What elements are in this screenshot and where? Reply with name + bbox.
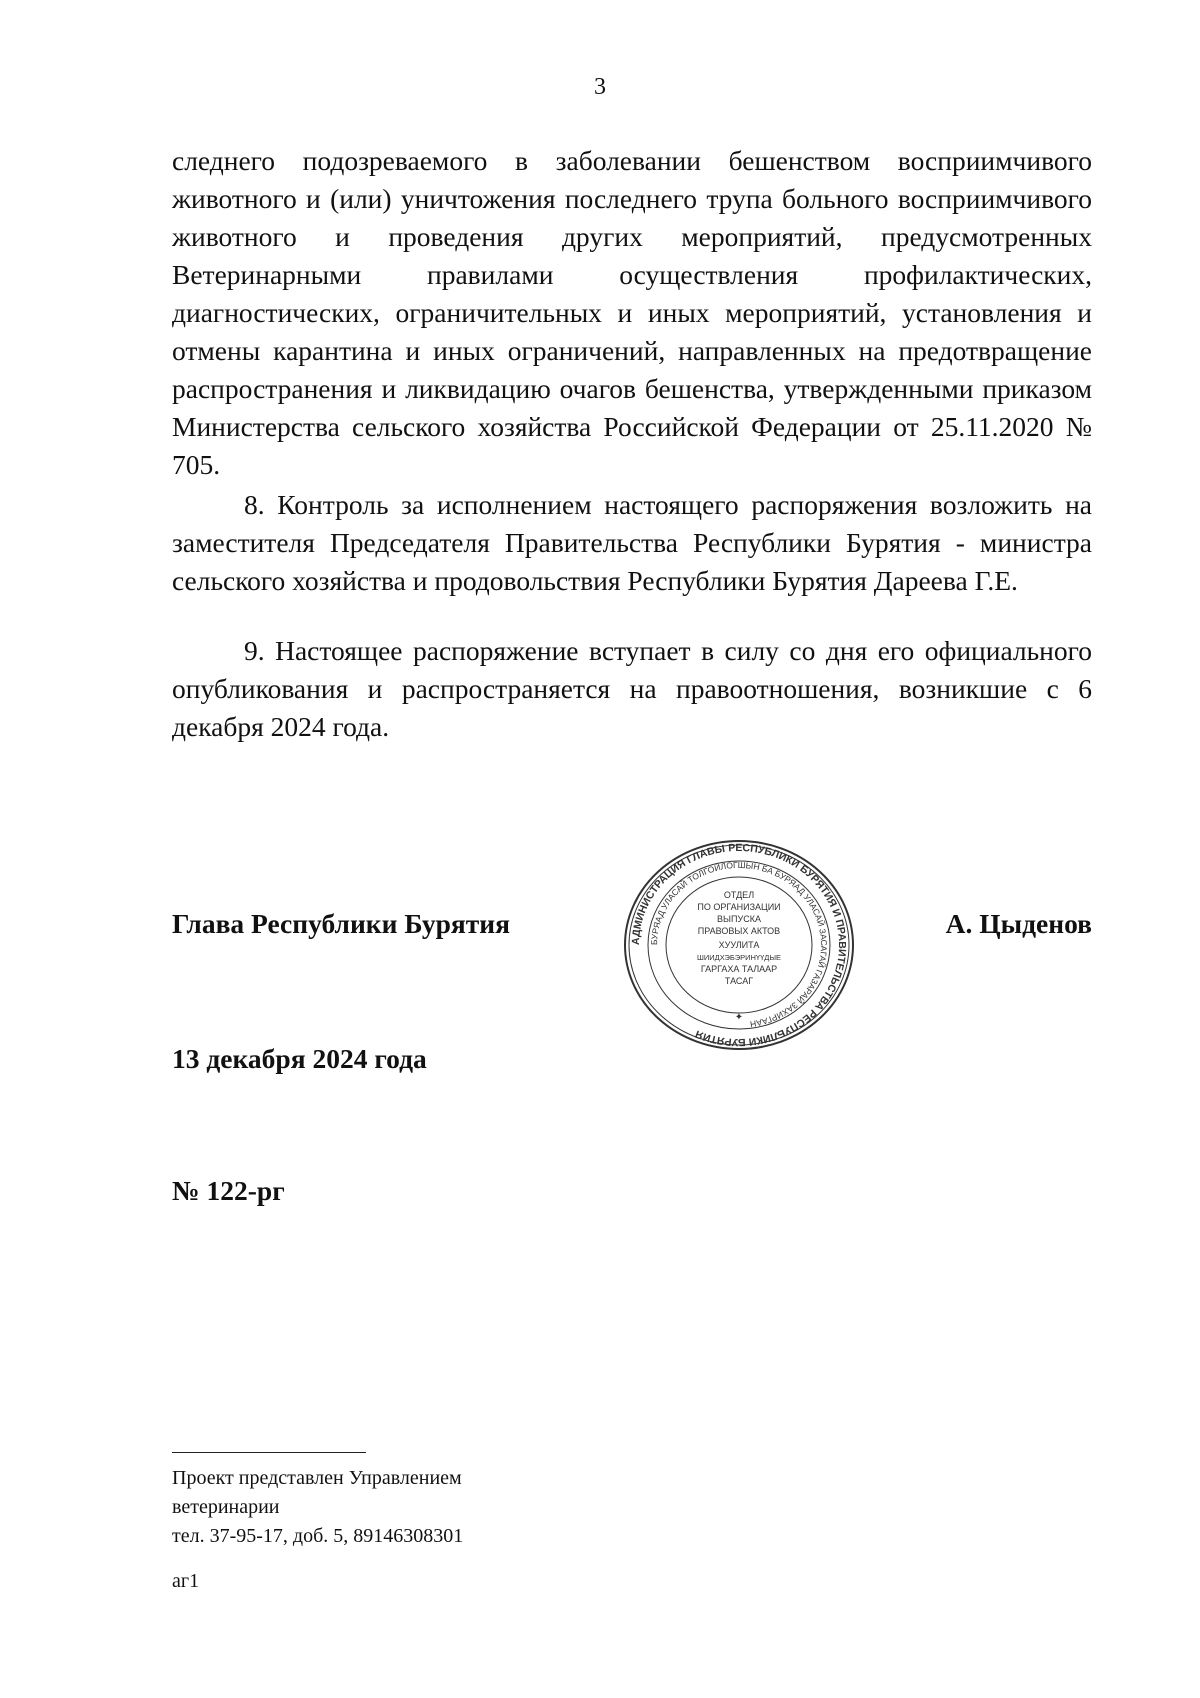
- footnote-line: тел. 37-95-17, доб. 5, 89146308301: [172, 1525, 464, 1547]
- paragraph-continuation: следнего подозреваемого в заболевании бешенством восприимчивого животного и (или) уничтожения последнего трупа больного восприимчивого животного и проведения других мероприятий, предусмотренных Ветеринарными правилами осуществления профилактических, диагностических, ограничительных и иных мероприятий, установления и отмены карантина и иных ограничений, направленных на предотвращение распространения и ликвидацию очагов бешенства, утвержденными приказом Министерства сельского хозяйства Российской Федерации от 25.11.2020 № 705.: [172, 145, 1092, 480]
- document-date: 13 декабря 2024 года: [172, 1043, 427, 1074]
- signatory-title: Глава Республики Бурятия: [172, 908, 511, 939]
- page-number: 3: [594, 74, 606, 100]
- seal-center-line: ТАСАГ: [724, 976, 754, 986]
- seal-center-line: ВЫПУСКА: [717, 914, 761, 924]
- seal-center-line: ПО ОРГАНИЗАЦИИ: [697, 902, 781, 912]
- seal-center-line: ПРАВОВЫХ АКТОВ: [697, 926, 781, 936]
- seal-outer-text: АДМИНИСТРАЦИЯ ГЛАВЫ РЕСПУБЛИКИ БУРЯТИЯ И ПРАВИТЕЛЬСТВА РЕСПУБЛИКИ БУРЯТИЯ: [629, 841, 849, 1049]
- official-seal: [622, 838, 856, 1052]
- seal-center-line: ОТДЕЛ: [723, 890, 755, 900]
- seal-center-line: ШИИДХЭБЭРИНҮҮДЫЕ: [697, 953, 781, 962]
- footnote-line: ветеринарии: [172, 1496, 280, 1518]
- seal-inner-text: БУРЯАД УЛАСАЙ ТОЛГОЙЛОГШЫН БА БУРЯАД УЛАСАЙ ЗАСАГАЙ ГАЗАРАЙ ЗАХИРГААН: [648, 859, 830, 1030]
- signatory-name: А. Цыденов: [945, 908, 1092, 939]
- seal-center-line: ГАРГАХА ТАЛААР: [700, 964, 778, 974]
- author-initials: аг1: [172, 1570, 200, 1592]
- document-number: № 122-рг: [172, 1175, 285, 1206]
- footnote-line: Проект представлен Управлением: [172, 1467, 462, 1489]
- paragraph-item-9: 9. Настоящее распоряжение вступает в силу со дня его официального опубликования и распространяется на правоотношения, возникшие с 6 декабря 2024 года.: [172, 635, 1092, 742]
- footnote-divider: [172, 1452, 366, 1453]
- paragraph-item-8: 8. Контроль за исполнением настоящего распоряжения возложить на заместителя Председателя Правительства Республики Бурятия - министра сельского хозяйства и продовольствия Республики Бурятия Дареева Г.Е.: [172, 489, 1092, 596]
- seal-center-line: ХУУЛИТА: [718, 940, 760, 950]
- seal-star-icon: ✦: [734, 1012, 744, 1023]
- footnote: [172, 1464, 592, 1551]
